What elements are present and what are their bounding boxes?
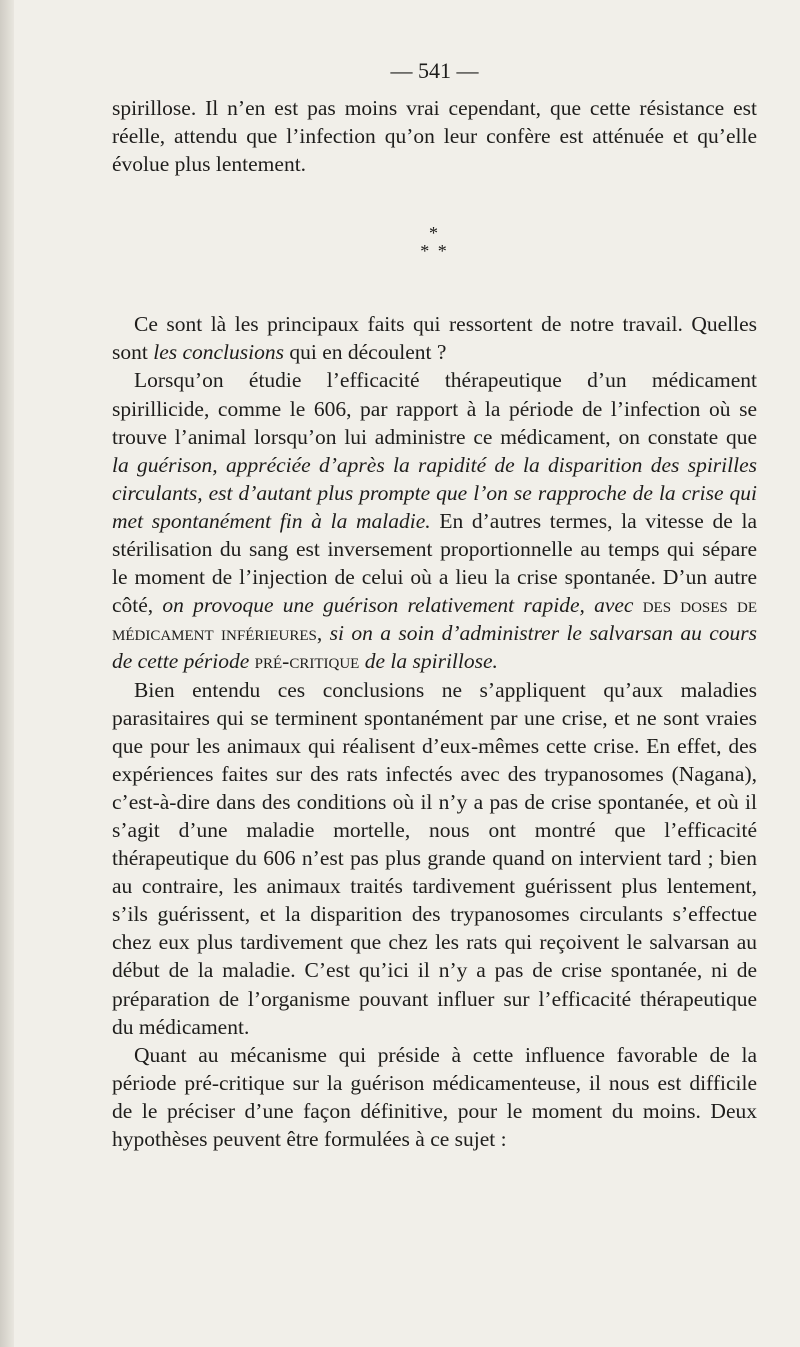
paragraph-efficacy [112, 366, 757, 675]
italic-run: on provoque une guérison relativement rapide, avec [162, 593, 634, 618]
text-run: Ce sont là les principaux faits qui ressortent de notre travail. Quelles sont [112, 312, 757, 365]
text-run: En d’autres termes, la vitesse de la stérilisation du sang est inversement proportionnelle au temps qui sépare le moment de l’injection de celui où a lieu la crise spontanée. D’un autre côté, [112, 508, 757, 618]
paragraph-trypanosomes: Bien entendu ces conclusions ne s’appliquent qu’aux maladies parasitaires qui se terminent spontanément par une crise, et ne sont vraies que pour les animaux qui réalisent d’eux-mêmes cette crise. En effet, des expériences faites sur des rats infectés avec des trypanosomes (Nagana), c’est-à-dire dans des conditions où il n’y a pas de crise spontanée, et où il s’agit d’une maladie mortelle, nous ont montré que l’efficacité thérapeutique du 606 n’est pas plus grande quand on intervient tard ; bien au contraire, les animaux traités tardivement guérissent plus lentement, s’ils guérissent, et la disparition des trypanosomes circulants s’effectue chez eux plus tardivement que chez les rats qui reçoivent le salvarsan au début de la maladie. C’est qu’ici il n’y a pas de crise spontanée, ni de préparation de l’organisme pouvant influer sur l’efficacité thérapeutique du médicament. [112, 677, 757, 1039]
italic-run: si on a soin d’administrer le salvarsan au cours de cette période [112, 621, 757, 674]
asterism-top: * [429, 223, 440, 244]
italic-run: les conclusions [153, 340, 284, 365]
asterism-bottom: * * [420, 241, 449, 262]
section-asterism [112, 224, 757, 260]
text-run: Lorsqu’on étudie l’efficacité thérapeutique d’un médicament spirillicide, comme le 606, par rapport à la période de l’infection où se trouve l’animal lorsqu’on lui administre ce médicament, on constate que [112, 368, 757, 449]
page-number: — 541 — [390, 58, 479, 83]
italic-run: de la spirillose. [364, 649, 498, 674]
italic-run: la guérison, appréciée d’après la rapidité de la disparition des spirilles circulants, est d’autant plus prompte que l’on se rapproche de la crise qui met spontanément fin à la maladie. [112, 452, 757, 533]
paragraph-conclusions-question [112, 310, 757, 366]
book-page [112, 56, 757, 1153]
paragraph-continuation: spirillose. Il n’en est pas moins vrai cependant, que cette résistance est réelle, attendu que l’infection qu’on leur confère est atténuée et qu’elle évolue plus lentement. [112, 96, 757, 177]
small-caps-run: des doses de médicament inférieures, [112, 593, 757, 646]
paragraph-mechanism: Quant au mécanisme qui préside à cette influence favorable de la période pré-critique sur la guérison médicamenteuse, il nous est difficile de le préciser d’une façon définitive, pour le moment du moins. Deux hypothèses peuvent être formulées à ce sujet : [112, 1042, 757, 1151]
binding-gutter [0, 0, 14, 1347]
text-run: qui en découlent ? [284, 340, 447, 365]
small-caps-run: pré-critique [249, 649, 365, 674]
